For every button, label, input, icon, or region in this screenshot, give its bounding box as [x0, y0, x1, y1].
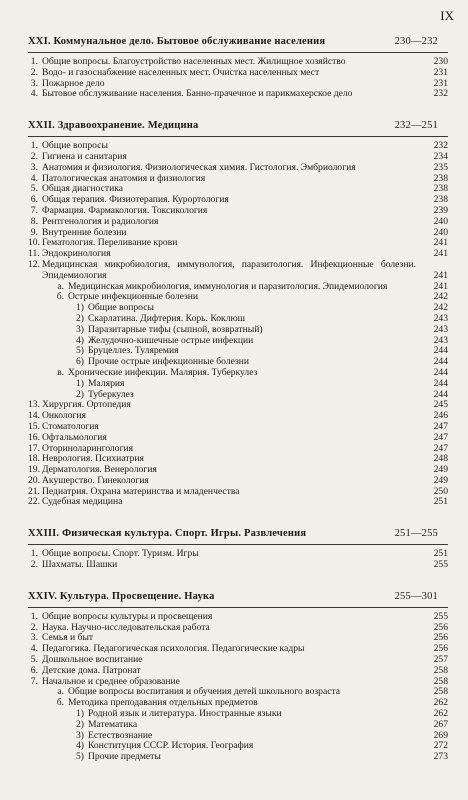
entry-page: 255	[433, 610, 448, 622]
entry-page: 251	[433, 496, 448, 508]
entry-number: 10.	[28, 237, 40, 249]
entry-text: Судебная медицина	[42, 496, 123, 508]
entry-text: Бруцеллез. Туляремия	[88, 345, 179, 357]
entry-number: а.	[57, 686, 64, 698]
toc-entry	[28, 379, 448, 390]
entry-page: 258	[433, 664, 448, 676]
entry-text: Патологическая анатомия и физиология	[42, 172, 206, 184]
entry-text: Хронические инфекции. Малярия. Туберкулез	[68, 366, 258, 378]
entry-number: 4)	[76, 334, 84, 346]
entry-text: Прочие предметы	[88, 751, 161, 763]
entry-text: Хирургия. Ортопедия	[42, 399, 131, 411]
entry-page: 240	[433, 226, 448, 238]
entry-number: 1.	[30, 140, 38, 152]
entry-number: 2)	[76, 388, 84, 400]
entry-text: Медицинская микробиология, иммунология, паразитология. Инфекционные болезни. Эпидемиология	[42, 258, 416, 281]
entry-page: 248	[433, 453, 448, 465]
entry-page: 247	[433, 431, 448, 443]
entry-text: Онкология	[42, 410, 86, 422]
entry-text: Фармация. Фармакология. Токсикология	[42, 204, 208, 216]
entry-number: 16.	[28, 431, 40, 443]
entry-page: 267	[433, 718, 448, 730]
entry-number: 3)	[76, 729, 84, 741]
toc-entry	[28, 325, 448, 336]
entry-page: 241	[433, 248, 448, 260]
entry-number: 14.	[28, 410, 40, 422]
entry-page: 258	[433, 686, 448, 698]
entry-page: 232	[433, 88, 448, 100]
entry-number: 7.	[30, 204, 38, 216]
entry-number: 9.	[30, 226, 38, 238]
entry-page: 244	[433, 366, 448, 378]
entry-page: 232	[433, 140, 448, 152]
entry-text: Бытовое обслуживание населения. Банно-прачечное и парикмахерское дело	[42, 88, 353, 100]
entry-number: 2)	[76, 312, 84, 324]
section-gap	[28, 571, 448, 589]
entry-page: 244	[433, 388, 448, 400]
entry-number: в.	[57, 366, 64, 378]
entry-page: 243	[433, 334, 448, 346]
entry-page: 246	[433, 410, 448, 422]
entry-number: 5)	[76, 345, 84, 357]
entry-page: 239	[433, 204, 448, 216]
entry-page: 238	[433, 183, 448, 195]
entry-number: 17.	[28, 442, 40, 454]
entry-page: 269	[433, 729, 448, 741]
entry-page: 244	[433, 356, 448, 368]
entry-text: Малярия	[88, 377, 125, 389]
entry-list	[28, 608, 448, 763]
entry-text: Водо- и газоснабжение населенных мест. Очистка населенных мест	[42, 66, 320, 78]
entry-text: Пожарное дело	[42, 77, 105, 89]
toc-entry	[28, 400, 448, 411]
entry-number: 3.	[30, 77, 38, 89]
entry-text: Начальное и среднее образование	[42, 675, 180, 687]
entry-page: 256	[433, 643, 448, 655]
entry-text: Родной язык и литература. Иностранные языки	[88, 708, 282, 720]
entry-page: 243	[433, 312, 448, 324]
entry-page: 234	[433, 150, 448, 162]
entry-number: 13.	[28, 399, 40, 411]
entry-text: Шахматы. Шашки	[42, 559, 118, 571]
entry-page: 241	[433, 269, 448, 281]
entry-number: 21.	[28, 485, 40, 497]
toc-entry	[28, 89, 448, 100]
entry-page: 272	[433, 740, 448, 752]
entry-page: 244	[433, 377, 448, 389]
entry-text: Педиатрия. Охрана материнства и младенчества	[42, 485, 240, 497]
entry-number: 5.	[30, 654, 38, 666]
entry-page: 262	[433, 697, 448, 709]
entry-number: 1)	[76, 377, 84, 389]
entry-text: Методика преподавания отдельных предметов	[68, 697, 258, 709]
entry-number: 2.	[30, 559, 38, 571]
entry-page: 247	[433, 420, 448, 432]
entry-number: 3.	[30, 632, 38, 644]
section-title: XXIII. Физическая культура. Спорт. Игры. Развлечения	[28, 528, 307, 540]
entry-text: Общая терапия. Физиотерапия. Курортология	[42, 194, 229, 206]
entry-number: 4.	[30, 172, 38, 184]
entry-text: Офтальмология	[42, 431, 107, 443]
section-title: XXIV. Культура. Просвещение. Наука	[28, 590, 215, 602]
entry-text: Семья и быт	[42, 632, 94, 644]
entry-text: Оториноларингология	[42, 442, 134, 454]
toc-entry	[28, 560, 448, 571]
entry-number: 4.	[30, 643, 38, 655]
entry-number: 12.	[28, 258, 40, 270]
entry-page: 249	[433, 474, 448, 486]
entry-number: а.	[57, 280, 64, 292]
entry-text: Желудочно-кишечные острые инфекции	[88, 334, 254, 346]
entry-number: 1)	[76, 708, 84, 720]
entry-page: 241	[433, 280, 448, 292]
entry-page: 243	[433, 323, 448, 335]
entry-text: Акушерство. Гинекология	[42, 474, 149, 486]
entry-text: Паразитарные тифы (сыпной, возвратный)	[88, 323, 263, 335]
entry-page: 238	[433, 172, 448, 184]
entry-number: 4)	[76, 740, 84, 752]
entry-page: 244	[433, 345, 448, 357]
entry-page: 238	[433, 194, 448, 206]
entry-number: 8.	[30, 215, 38, 227]
entry-text: Общие вопросы. Спорт. Туризм. Игры	[42, 548, 199, 560]
entry-page: 242	[433, 302, 448, 314]
section-gap	[28, 100, 448, 118]
entry-number: 11.	[28, 248, 40, 260]
entry-number: 19.	[28, 464, 40, 476]
entry-number: 22.	[28, 496, 40, 508]
entry-text: Конституция СССР. История. География	[88, 740, 254, 752]
entry-page: 247	[433, 442, 448, 454]
entry-text: Общие вопросы воспитания и обучения детей школьного возраста	[68, 686, 341, 698]
entry-page: 242	[433, 291, 448, 303]
entry-number: 3)	[76, 323, 84, 335]
entry-text: Анатомия и физиология. Физиологическая химия. Гистология. Эмбриология	[42, 161, 356, 173]
entry-number: 18.	[28, 453, 40, 465]
section-page-range: 255—301	[394, 590, 438, 602]
entry-text: Туберкулез	[88, 388, 134, 400]
entry-number: 4.	[30, 88, 38, 100]
entry-number: 1)	[76, 302, 84, 314]
entry-text: Общие вопросы. Благоустройство населенных мест. Жилищное хозяйство	[42, 56, 346, 67]
entry-page: 273	[433, 751, 448, 763]
entry-number: 7.	[30, 675, 38, 687]
entry-text: Дерматология. Венерология	[42, 464, 157, 476]
entry-page: 231	[433, 66, 448, 78]
entry-page: 258	[433, 675, 448, 687]
entry-page: 257	[433, 654, 448, 666]
entry-number: 2.	[30, 621, 38, 633]
entry-number: 3.	[30, 161, 38, 173]
toc-section	[28, 589, 448, 763]
section-heading	[28, 34, 448, 53]
section-gap	[28, 508, 448, 526]
entry-list	[28, 137, 448, 508]
entry-page: 235	[433, 161, 448, 173]
entry-text: Медицинская микробиология, иммунология и паразитология. Эпидемиология	[68, 280, 388, 292]
entry-text: Детские дома. Патронат	[42, 664, 141, 676]
entry-number: 15.	[28, 420, 40, 432]
entry-number: 2.	[30, 66, 38, 78]
entry-number: 1.	[30, 548, 38, 560]
section-page-range: 230—232	[394, 36, 438, 47]
entry-page: 249	[433, 464, 448, 476]
entry-text: Общие вопросы культуры и просвещения	[42, 610, 213, 622]
entry-text: Гематология. Переливание крови	[42, 237, 178, 249]
entry-page: 240	[433, 215, 448, 227]
entry-number: 5.	[30, 183, 38, 195]
section-title: XXI. Коммунальное дело. Бытовое обслуживание населения	[28, 36, 326, 47]
entry-number: 2.	[30, 150, 38, 162]
entry-page: 256	[433, 621, 448, 633]
entry-text: Рентгенология и радиология	[42, 215, 159, 227]
section-title: XXII. Здравоохранение. Медицина	[28, 120, 199, 132]
section-heading	[28, 118, 448, 137]
entry-page: 262	[433, 708, 448, 720]
entry-number: 5)	[76, 751, 84, 763]
toc-entry	[28, 497, 448, 508]
toc-entry	[28, 163, 448, 174]
page-number: IX	[440, 8, 454, 23]
entry-number: 1.	[30, 610, 38, 622]
entry-page: 231	[433, 77, 448, 89]
entry-page: 251	[433, 548, 448, 560]
toc-entry	[28, 433, 448, 444]
toc-section	[28, 118, 448, 508]
entry-text: Неврология. Психиатрия	[42, 453, 144, 465]
entry-number: 20.	[28, 474, 40, 486]
section-heading	[28, 526, 448, 545]
entry-text: Острые инфекционные болезни	[68, 291, 199, 303]
entry-text: Педагогика. Педагогическая психология. Педагогические кадры	[42, 643, 305, 655]
entry-text: Общая диагностика	[42, 183, 124, 195]
entry-number: 6)	[76, 356, 84, 368]
entry-text: Общие вопросы	[42, 140, 108, 152]
entry-list	[28, 53, 448, 100]
entry-text: Наука. Научно-исследовательская работа	[42, 621, 210, 633]
entry-list	[28, 545, 448, 571]
entry-text: Общие вопросы	[88, 302, 154, 314]
entry-page: 250	[433, 485, 448, 497]
entry-page: 255	[433, 559, 448, 571]
entry-text: Внутренние болезни	[42, 226, 127, 238]
table-of-contents	[28, 34, 448, 763]
toc-entry	[28, 68, 448, 79]
entry-number: б.	[56, 291, 64, 303]
entry-number: 2)	[76, 718, 84, 730]
entry-page: 230	[433, 56, 448, 67]
entry-text: Скарлатина. Дифтерия. Корь. Коклюш	[88, 312, 246, 324]
entry-text: Прочие острые инфекционные болезни	[88, 356, 250, 368]
toc-entry	[28, 217, 448, 228]
entry-text: Стоматология	[42, 420, 99, 432]
toc-section	[28, 34, 448, 100]
toc-entry	[28, 260, 448, 282]
entry-text: Дошкольное воспитание	[42, 654, 143, 666]
entry-number: 6.	[30, 194, 38, 206]
entry-number: б.	[56, 697, 64, 709]
toc-section	[28, 526, 448, 571]
entry-text: Гигиена и санитария	[42, 150, 127, 162]
section-page-range: 232—251	[394, 120, 438, 132]
entry-page: 241	[433, 237, 448, 249]
section-page-range: 251—255	[394, 528, 438, 540]
entry-page: 245	[433, 399, 448, 411]
entry-text: Эндокринология	[42, 248, 111, 260]
entry-number: 1.	[30, 56, 38, 67]
section-heading	[28, 589, 448, 608]
entry-text: Математика	[88, 718, 138, 730]
entry-page: 256	[433, 632, 448, 644]
toc-entry	[28, 752, 448, 763]
entry-text: Естествознание	[88, 729, 153, 741]
entry-number: 6.	[30, 664, 38, 676]
